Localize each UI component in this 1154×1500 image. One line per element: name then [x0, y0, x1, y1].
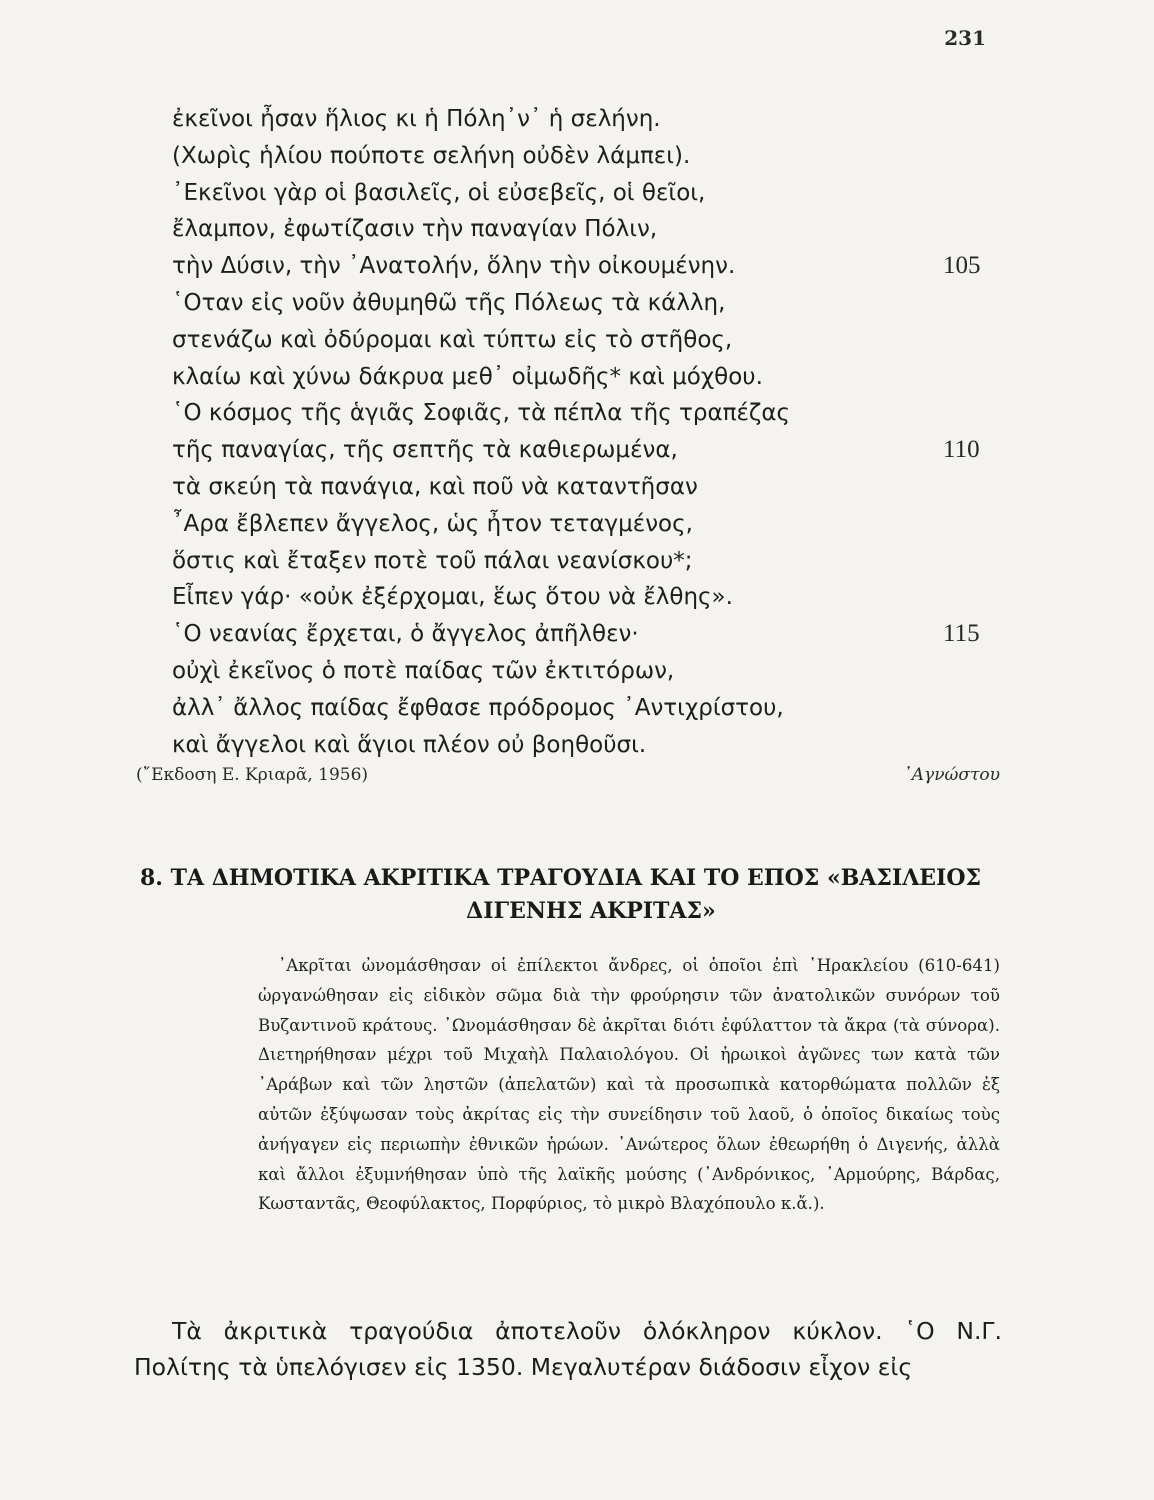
- line-number: 105: [943, 252, 981, 280]
- page-number: 231: [944, 26, 986, 50]
- poem-line: [172, 543, 1002, 580]
- poem-line-text: στενάζω καὶ ὀδύρομαι καὶ τύπτω εἰς τὸ στῆθος,: [172, 326, 733, 353]
- poem-line-text: ᾽Εκεῖνοι γὰρ οἱ βασιλεῖς, οἱ εὐσεβεῖς, οἱ θεῖοι,: [172, 179, 706, 206]
- edition-source: (῎Εκδοση Ε. Κριαρᾶ, 1956): [136, 765, 369, 785]
- body-paragraph: Τὰ ἀκριτικὰ τραγούδια ἀποτελοῦν ὁλόκληρον κύκλον. ῾Ο Ν.Γ. Πολίτης τὰ ὑπελόγισεν εἰς 1350. Μεγαλυτέραν διάδοσιν εἶχον εἰς: [134, 1317, 1002, 1381]
- poem-line: [172, 395, 1002, 432]
- poem-line-text: ἐκεῖνοι ἦσαν ἥλιος κι ἡ Πόλη᾽ν᾽ ἡ σελήνη.: [172, 106, 661, 132]
- poem-line: [172, 211, 1002, 248]
- poem-line: [172, 579, 1002, 616]
- poem-line: [172, 285, 1002, 322]
- section-heading: [140, 862, 1002, 928]
- poem-line: [172, 653, 1002, 690]
- poem-line: [172, 101, 1002, 138]
- poem-line: [172, 469, 1002, 506]
- poem-line: [172, 322, 1002, 359]
- poem-line-text: (Χωρὶς ἡλίου πούποτε σελήνη οὐδὲν λάμπει).: [172, 142, 691, 169]
- poem-block: [172, 101, 1002, 763]
- poem-line-text: ῏Αρα ἔβλεπεν ἄγγελος, ὡς ἦτον τεταγμένος,: [172, 510, 693, 537]
- poem-line-text: ῾Οταν εἰς νοῦν ἀθυμηθῶ τῆς Πόλεως τὰ κάλλη,: [172, 289, 726, 316]
- poem-line: [172, 359, 1002, 396]
- poem-line: [172, 248, 1002, 285]
- poem-line-text: Εἶπεν γάρ· «οὐκ ἐξέρχομαι, ἕως ὅτου νὰ ἔλθης».: [172, 584, 733, 611]
- poem-line-text: ἔλαμπον, ἐφωτίζασιν τὴν παναγίαν Πόλιν,: [172, 216, 658, 243]
- poem-line: [172, 432, 1002, 469]
- section-heading-line-1: 8. ΤΑ ΔΗΜΟΤΙΚΑ ΑΚΡΙΤΙΚΑ ΤΡΑΓΟΥΔΙΑ ΚΑΙ ΤΟ ΕΠΟΣ «ΒΑΣΙΛΕΙΟΣ: [140, 865, 982, 891]
- poem-line-text: οὐχὶ ἐκεῖνος ὁ ποτὲ παίδας τῶν ἐκτιτόρων,: [172, 657, 675, 684]
- poem-line-text: κλαίω καὶ χύνω δάκρυα μεθ᾽ οἰμωδῆς* καὶ μόχθου.: [172, 363, 763, 390]
- poem-line-text: τῆς παναγίας, τῆς σεπτῆς τὰ καθιερωμένα,: [172, 437, 678, 464]
- poem-line: [172, 175, 1002, 212]
- poem-line-text: τὴν Δύσιν, τὴν ᾽Ανατολήν, ὅλην τὴν οἰκουμένην.: [172, 253, 736, 280]
- line-number: 115: [943, 620, 980, 648]
- poem-line-text: ῾Ο κόσμος τῆς ἁγιᾶς Σοφιᾶς, τὰ πέπλα τῆς τραπέζας: [172, 400, 791, 427]
- poem-line: [172, 506, 1002, 543]
- poem-line: [172, 727, 1002, 764]
- poem-line-text: καὶ ἄγγελοι καὶ ἅγιοι πλέον οὐ βοηθοῦσι.: [172, 731, 647, 758]
- poem-line-text: ῾Ο νεανίας ἔρχεται, ὁ ἄγγελος ἀπῆλθεν·: [172, 621, 639, 648]
- poem-line: [172, 616, 1002, 653]
- intro-paragraph: ᾽Ακρῖται ὠνομάσθησαν οἱ ἐπίλεκτοι ἄνδρες, οἱ ὁποῖοι ἐπὶ ῾Ηρακλείου (610-641) ὠργανώθησαν εἰς εἰδικὸν σῶμα διὰ τὴν φρούρησιν τῶν ἀνατολικῶν συνόρων τοῦ Βυζαντινοῦ κράτους. ᾽Ωνομάσθησαν δὲ ἀκρῖται διότι ἐφύλαττον τὰ ἄκρα (τὰ σύνορα). Διετηρήθησαν μέχρι τοῦ Μιχαὴλ Παλαιολόγου. Οἱ ἡρωικοὶ ἀγῶνες των κατὰ τῶν ᾽Αράβων καὶ τῶν ληστῶν (ἀπελατῶν) καὶ τὰ προσωπικὰ κατορθώματα πολλῶν ἐξ αὐτῶν ἐξύψωσαν τοὺς ἀκρίτας εἰς τὴν συνείδησιν τοῦ λαοῦ, ὁ ὁποῖος δικαίως τοὺς ἀνήγαγεν εἰς περιωπὴν ἐθνικῶν ἡρώων. ᾽Ανώτερος ὅλων ἐθεωρήθη ὁ Διγενής, ἀλλὰ καὶ ἄλλοι ἐξυμνήθησαν ὑπὸ τῆς λαϊκῆς μούσης (᾽Ανδρόνικος, ᾽Αρμούρης, Βάρδας, Κωσταντᾶς, Θεοφύλακτος, Πορφύριος, τὸ μικρὸ Βλαχόπουλο κ.ἄ.).: [258, 956, 1000, 1214]
- poem-line-text: ὅστις καὶ ἔταξεν ποτὲ τοῦ πάλαι νεανίσκου*;: [172, 547, 693, 574]
- poem-author: ᾽Αγνώστου: [903, 765, 1000, 785]
- poem-line: [172, 138, 1002, 175]
- line-number: 110: [943, 436, 980, 464]
- poem-line-text: ἀλλ᾽ ἄλλος παίδας ἔφθασε πρόδρομος ᾽Αντιχρίστου,: [172, 694, 784, 721]
- section-heading-line-2: ΔΙΓΕΝΗΣ ΑΚΡΙΤΑΣ»: [466, 898, 716, 924]
- poem-line-text: τὰ σκεύη τὰ πανάγια, καὶ ποῦ νὰ καταντῆσαν: [172, 473, 698, 500]
- poem-line: [172, 690, 1002, 727]
